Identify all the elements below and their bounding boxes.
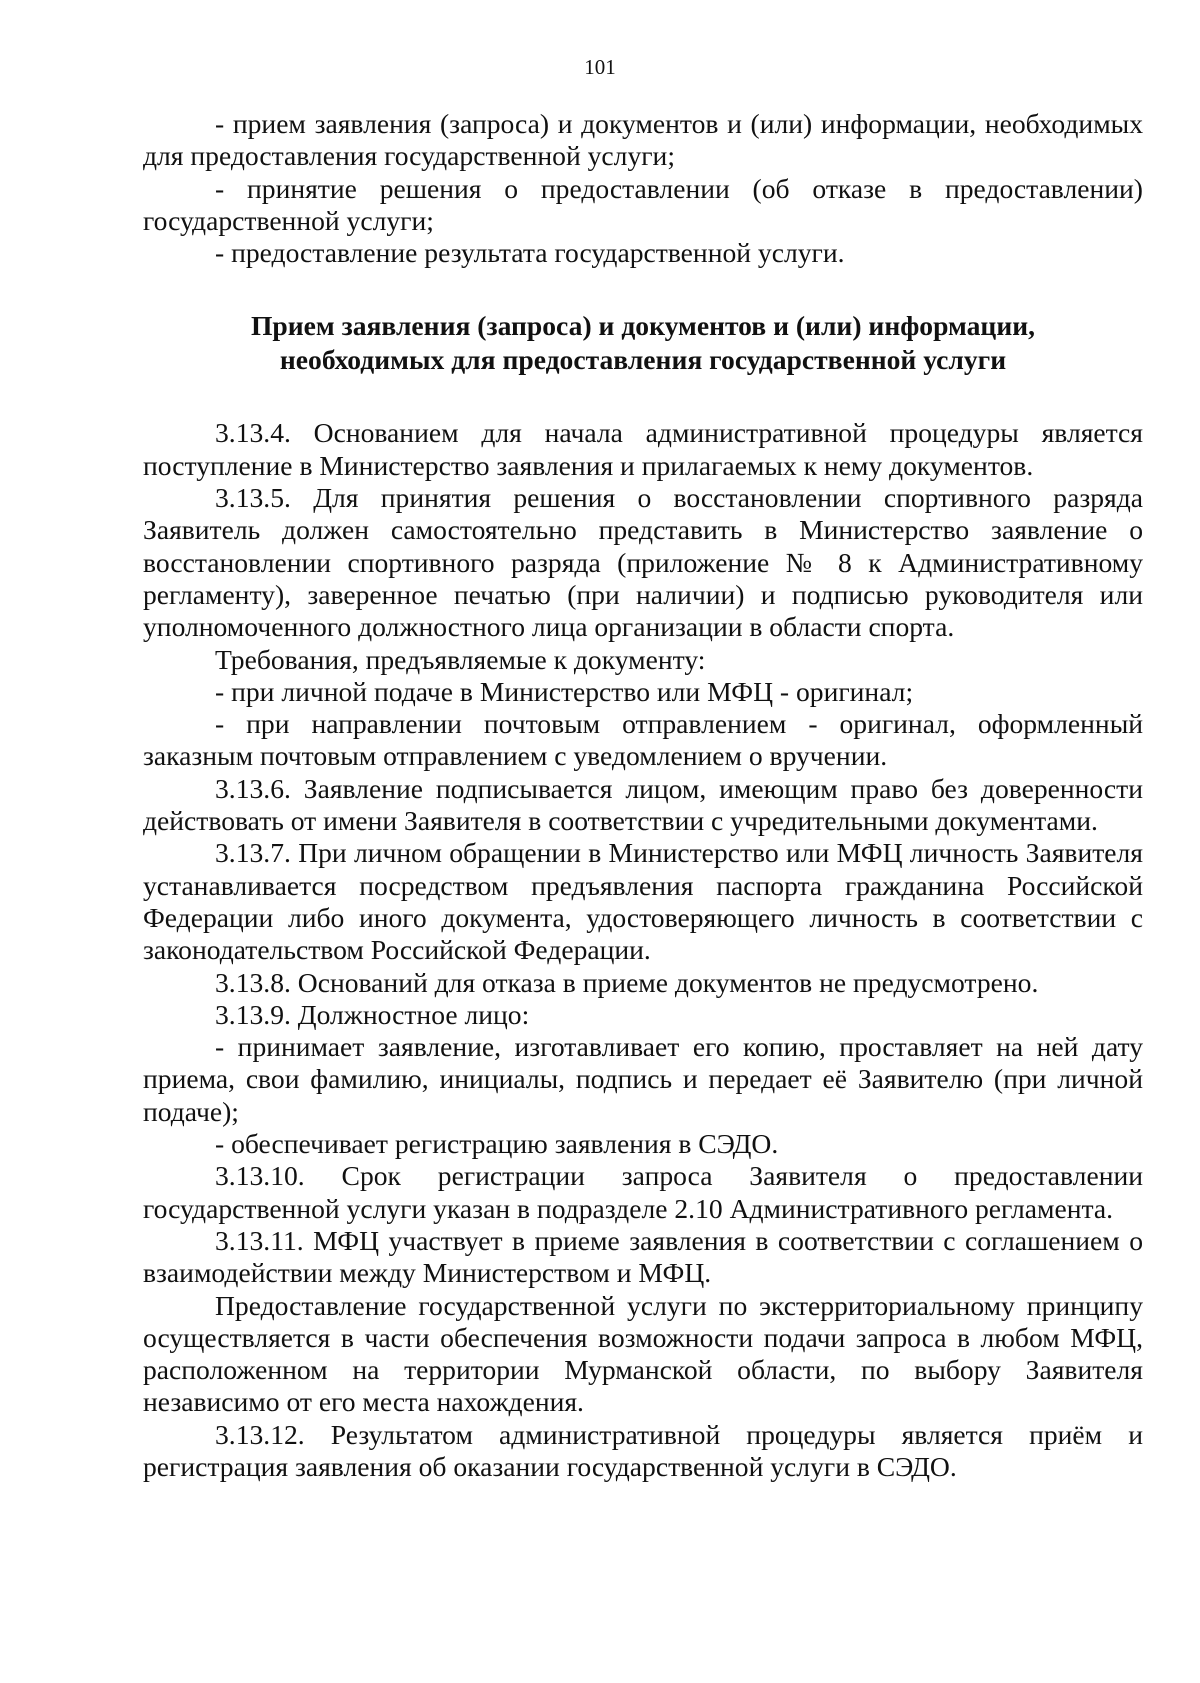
paragraph: 3.13.4. Основанием для начала административной процедуры является поступление в Министерство заявления и прилагаемых к нему документов. — [143, 417, 1143, 481]
list-item: - при направлении почтовым отправлением - оригинал, оформленный заказным почтовым отправлением с уведомлением о вручении. — [143, 708, 1143, 772]
list-item: - обеспечивает регистрацию заявления в СЭДО. — [215, 1128, 779, 1160]
paragraph: 3.13.12. Результатом административной процедуры является приём и регистрация заявления об оказании государственной услуги в СЭДО. — [143, 1418, 1143, 1482]
list-item: - предоставление результата государственной услуги. — [215, 237, 845, 269]
list-item: - принятие решения о предоставлении (об отказе в предоставлении) государственной услуги; — [143, 172, 1143, 236]
paragraph: 3.13.8. Оснований для отказа в приеме документов не предусмотрено. — [215, 966, 1039, 998]
list-item: - принимает заявление, изготавливает его копию, проставляет на ней дату приема, свои фамилию, инициалы, подпись и передает её Заявителю (при личной подаче); — [143, 1031, 1143, 1127]
paragraph: 3.13.10. Срок регистрации запроса Заявителя о предоставлении государственной услуги указан в подразделе 2.10 Административного регламента. — [143, 1160, 1143, 1224]
document-body — [143, 108, 1143, 1483]
section-heading-line: Прием заявления (запроса) и документов и (или) информации, — [250, 310, 1036, 342]
paragraph: 3.13.9. Должностное лицо: — [215, 998, 530, 1030]
section-heading-line: необходимых для предоставления государственной услуги — [279, 344, 1007, 376]
list-item: - при личной подаче в Министерство или МФЦ - оригинал; — [215, 675, 914, 707]
paragraph: 3.13.11. МФЦ участвует в приеме заявления в соответствии с соглашением о взаимодействии между Министерством и МФЦ. — [143, 1224, 1143, 1289]
paragraph: Требования, предъявляемые к документу: — [215, 643, 706, 675]
paragraph: 3.13.5. Для принятия решения о восстановлении спортивного разряда Заявитель должен самостоятельно представить в Министерство заявление о восстановлении спортивного разряда (приложение № 8 к Административному регламенту), заверенное печатью (при наличии) и подписью руководителя или уполномоченного должностного лица организации в области спорта. — [143, 482, 1143, 643]
paragraph: Предоставление государственной услуги по экстерриториальному принципу осуществляется в части обеспечения возможности подачи запроса в любом МФЦ, расположенном на территории Мурманской области, по выбору Заявителя независимо от его места нахождения. — [143, 1289, 1143, 1418]
page-number: 101 — [584, 55, 616, 79]
paragraph: 3.13.6. Заявление подписывается лицом, имеющим право без доверенности действовать от имени Заявителя в соответствии с учредительными документами. — [143, 772, 1143, 837]
section-heading — [143, 309, 1143, 377]
paragraph: 3.13.7. При личном обращении в Министерство или МФЦ личность Заявителя устанавливается посредством предъявления паспорта гражданина Российской Федерации либо иного документа, удостоверяющего личность в соответствии с законодательством Российской Федерации. — [143, 837, 1143, 966]
list-item: - прием заявления (запроса) и документов и (или) информации, необходимых для предоставления государственной услуги; — [143, 108, 1143, 172]
